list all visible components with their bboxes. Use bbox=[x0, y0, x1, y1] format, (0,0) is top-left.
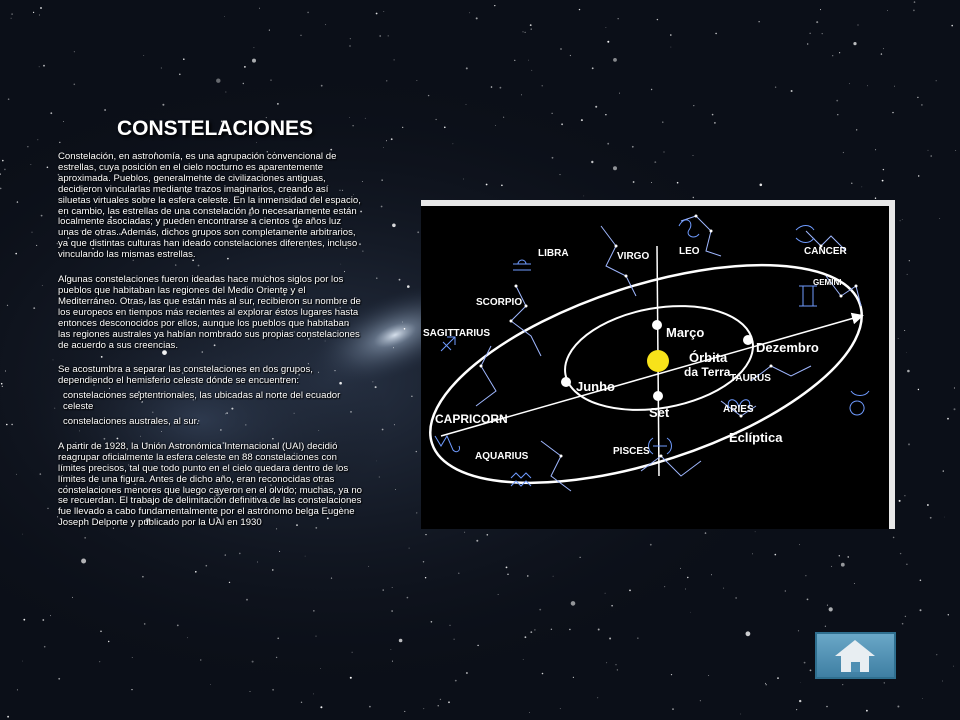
earth-set bbox=[653, 391, 663, 401]
label-capricorn: CAPRICORN bbox=[435, 412, 508, 426]
text-body bbox=[58, 152, 363, 543]
earth-dezembro bbox=[743, 335, 753, 345]
label-aries: ARIES bbox=[723, 404, 754, 415]
home-icon bbox=[817, 634, 894, 677]
label-gemini: GEMINI bbox=[813, 278, 842, 287]
label-set: Set bbox=[649, 405, 670, 420]
bullet-septentrional: constelaciones septentrionales, las ubicadas al norte del ecuador celeste bbox=[63, 390, 341, 413]
label-scorpio: SCORPIO bbox=[476, 297, 523, 308]
label-libra: LIBRA bbox=[538, 248, 569, 259]
paragraph-groups-intro: Se acostumbra a separar las constelaciones en dos grupos, dependiendo el hemisferio celeste dónde se encuentren: bbox=[58, 364, 313, 387]
label-aquarius: AQUARIUS bbox=[475, 451, 529, 462]
label-junho: Junho bbox=[576, 379, 615, 394]
label-sagittarius: SAGITTARIUS bbox=[423, 328, 491, 339]
home-button[interactable] bbox=[815, 632, 896, 679]
label-virgo: VIRGO bbox=[617, 251, 650, 262]
label-orbita-terra: da Terra bbox=[684, 365, 731, 379]
label-marco: Março bbox=[666, 325, 705, 340]
label-taurus: TAURUS bbox=[730, 373, 771, 384]
earth-junho bbox=[561, 377, 571, 387]
label-leo: LEO bbox=[679, 246, 700, 257]
paragraph-definition: Constelación, en astronomía, es una agrupación convencional de estrellas, cuya posición en el cielo nocturno es aparentemente aproximada. Pueblos, generalmente de civilizaciones antiguas, decidieron vincularlas mediante trazos imaginarios, creando así siluetas virtuales sobre la esfera celeste. En la inmensidad del espacio, en cambio, las estrellas de una constelación no necesariamente están localmente asociadas; y pueden encontrarse a cientos de años luz unas de otras. Además, dichos grupos son completamente arbitrarios, ya que distintas culturas han ideado constelaciones diferentes, incluso vinculando las mismas estrellas. bbox=[58, 151, 361, 261]
earth-marco bbox=[652, 320, 662, 330]
label-ecliptica: Eclíptica bbox=[729, 430, 783, 445]
label-cancer: CANCER bbox=[804, 246, 847, 257]
bullet-austral: constelaciones australes, al sur. bbox=[63, 416, 199, 428]
sun-icon bbox=[647, 350, 669, 372]
slide-title: CONSTELACIONES bbox=[116, 117, 313, 140]
label-pisces: PISCES bbox=[613, 446, 650, 457]
paragraph-history: Algunas constelaciones fueron ideadas hace muchos siglos por los pueblos que habitaban las regiones del Medio Oriente y el Mediterráneo. Otras, las que están más al sur, recibieron su nombre de los europeos en tiempos más recientes al explorar éstos lugares hasta entonces desconocidos por ellos, aunque los pueblos que habitaban las regiones australes ya habían nombrado sus propias constelaciones de acuerdo a sus creencias. bbox=[58, 274, 361, 351]
label-orbita: Órbita bbox=[689, 350, 728, 365]
label-dezembro: Dezembro bbox=[756, 340, 819, 355]
zodiac-ecliptic-diagram bbox=[421, 200, 895, 529]
paragraph-iau: A partir de 1928, la Unión Astronómica Internacional (UAI) decidió reagrupar oficialmente la esfera celeste en 88 constelaciones con límites precisos, tal que todo punto en el cielo quedara dentro de los límites de una figura. Antes de dicho año, eran reconocidas otras constelaciones menores que luego cayeron en el olvido; muchas, ya no se recuerdan. El trabajo de delimitación definitiva de las constelaciones fue llevado a cabo fundamentalmente por el astrónomo belga Eugène Joseph Delporte y publicado por la UAI en 1930 bbox=[58, 440, 362, 529]
